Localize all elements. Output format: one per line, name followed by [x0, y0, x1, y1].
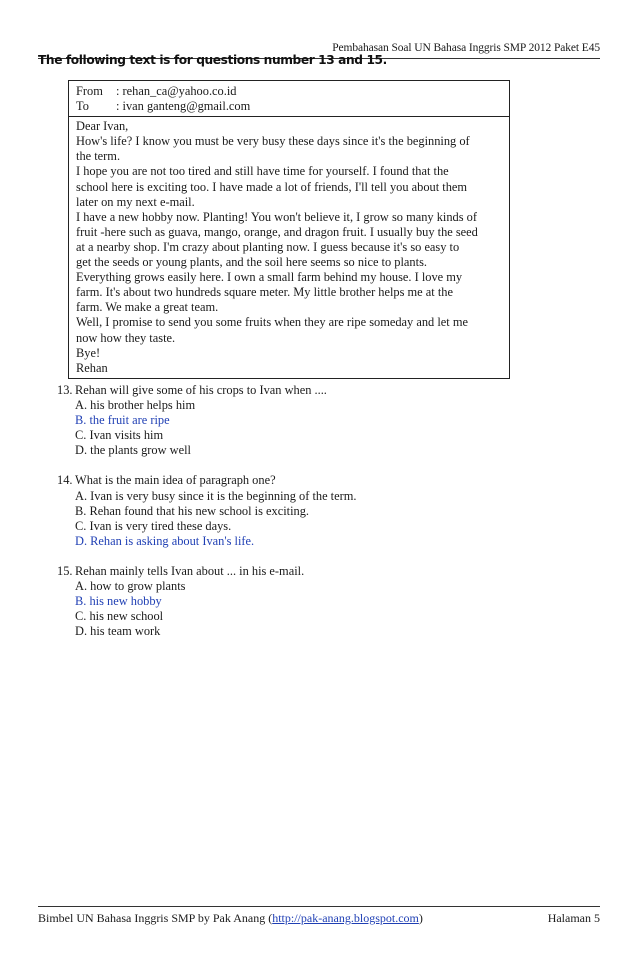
- answer-option: C. Ivan visits him: [75, 428, 164, 443]
- answer-option: A. Ivan is very busy since it is the beginning of the term.: [75, 488, 357, 503]
- question-stem: [57, 383, 357, 398]
- email-text-box: [68, 80, 510, 379]
- answer-option-correct: B. his new hobby: [75, 594, 162, 609]
- blog-link[interactable]: http://pak-anang.blogspot.com: [272, 911, 419, 925]
- footer-divider: [38, 906, 600, 907]
- page-number: Halaman 5: [547, 911, 600, 925]
- footer-credit: [38, 911, 423, 926]
- question-text: Rehan mainly tells Ivan about ... in his e-mail.: [75, 563, 305, 578]
- answer-option: A. his brother helps him: [75, 398, 196, 413]
- email-body-line: the term.: [76, 149, 121, 164]
- question-stem: [57, 564, 357, 579]
- question-item: [57, 473, 357, 548]
- question-text: Rehan will give some of his crops to Ivan when ....: [75, 383, 327, 397]
- email-body-line: later on my next e-mail.: [76, 194, 195, 209]
- email-body-line: fruit -here such as guava, mango, orange, and dragon fruit. I usually buy the seed: [76, 224, 478, 239]
- answer-option-correct: D. Rehan is asking about Ivan's life.: [75, 533, 255, 548]
- question-text: What is the main idea of paragraph one?: [75, 473, 276, 488]
- from-label: From: [76, 84, 103, 98]
- email-body-line: How's life? I know you must be very busy these days since it's the beginning of: [76, 134, 470, 149]
- email-body-line: Everything grows easily here. I own a small farm behind my house. I love my: [76, 270, 463, 285]
- question-item: [57, 564, 357, 639]
- answer-option: D. the plants grow well: [75, 443, 191, 458]
- email-body-line: at a nearby shop. I'm crazy about planting now. I guess because it's so easy to: [76, 239, 460, 254]
- from-address: : rehan_ca@yahoo.co.id: [116, 84, 237, 98]
- question-list: [57, 383, 357, 654]
- page-header: Pembahasan Soal UN Bahasa Inggris SMP 2012 Paket E45: [332, 42, 600, 54]
- email-body: [69, 117, 509, 378]
- section-intro: The following text is for questions number 13 and 15.: [38, 53, 387, 67]
- email-body-line: Rehan: [76, 360, 108, 375]
- answer-option-correct: B. the fruit are ripe: [75, 413, 170, 428]
- email-body-line: I hope you are not too tired and still have time for yourself. I found that the: [76, 164, 449, 179]
- question-number: 13.: [57, 383, 73, 397]
- footer-credit-prefix: Bimbel UN Bahasa Inggris SMP by Pak Anang (: [38, 911, 273, 925]
- email-body-line: farm. We make a great team.: [76, 300, 219, 315]
- email-body-line: I have a new hobby now. Planting! You won't believe it, I grow so many kinds of: [76, 209, 477, 224]
- email-body-line: Bye!: [76, 345, 101, 360]
- footer-credit-suffix: ): [418, 911, 423, 925]
- page-footer: [38, 911, 600, 926]
- email-from-row: [76, 84, 505, 99]
- email-body-line: farm. It's about two hundreds square meter. My little brother helps me at the: [76, 285, 453, 300]
- answer-option: A. how to grow plants: [75, 579, 186, 594]
- to-address: : ivan ganteng@gmail.com: [116, 99, 251, 114]
- question-stem: [57, 473, 357, 488]
- email-body-line: Well, I promise to send you some fruits when they are ripe someday and let me: [76, 315, 468, 330]
- question-number: 14.: [57, 473, 73, 488]
- answer-option: B. Rehan found that his new school is exciting.: [75, 503, 310, 518]
- email-body-line: now how they taste.: [76, 330, 176, 345]
- email-to-row: [76, 99, 505, 114]
- to-label: To: [76, 99, 89, 114]
- email-body-line: school here is exciting too. I have made a lot of friends, I'll tell you about them: [76, 179, 468, 194]
- email-body-line: Dear Ivan,: [76, 119, 129, 134]
- email-body-line: get the seeds or young plants, and the soil here seems so nice to plants.: [76, 255, 427, 270]
- question-number: 15.: [57, 563, 73, 578]
- question-item: [57, 383, 357, 458]
- answer-option: D. his team work: [75, 624, 161, 639]
- email-header: [69, 81, 509, 117]
- answer-option: C. his new school: [75, 609, 164, 624]
- answer-option: C. Ivan is very tired these days.: [75, 518, 232, 533]
